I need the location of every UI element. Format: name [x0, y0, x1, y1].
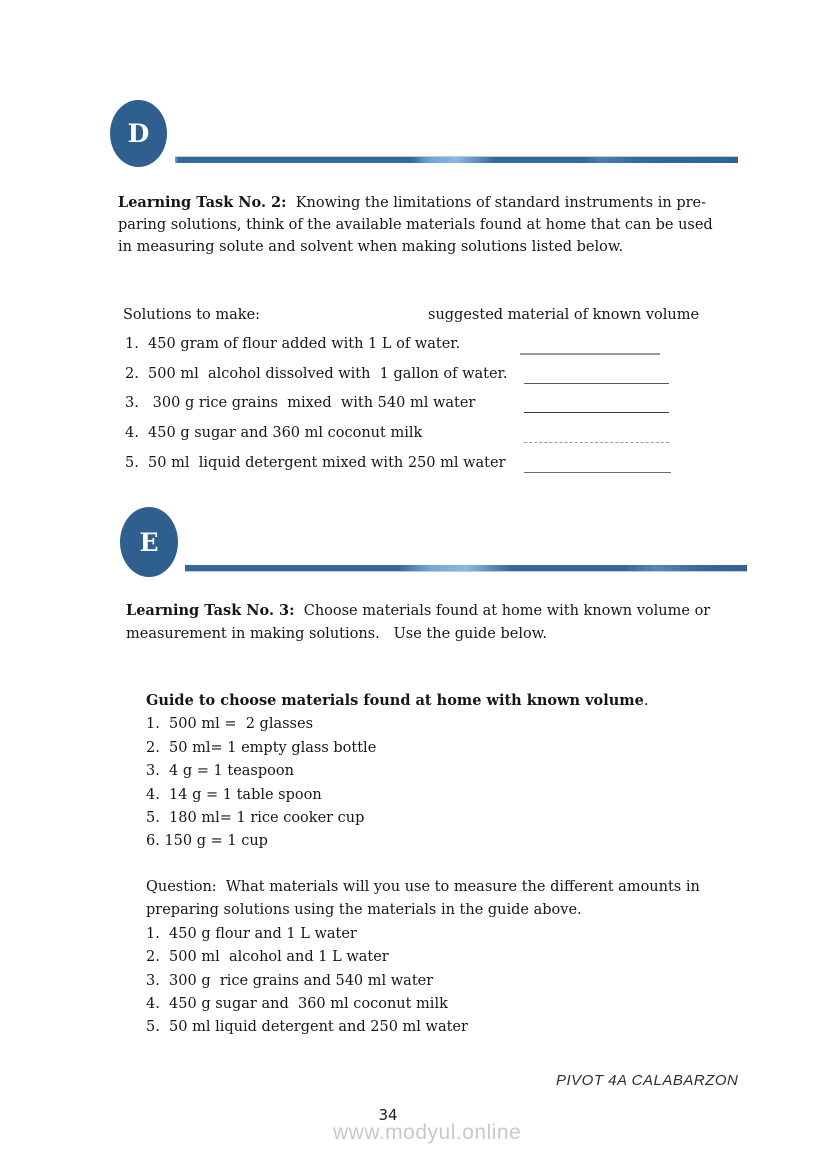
- guide-item-2: 2. 50 ml= 1 empty glass bottle: [146, 739, 377, 756]
- learning-task-3-paragraph: [126, 600, 710, 645]
- question-line-1: Question: What materials will you use to measure the different amounts in: [146, 879, 700, 895]
- guide-heading-period: .: [643, 693, 649, 709]
- solutions-header-right: suggested material of known volume: [428, 307, 700, 323]
- section-e-divider: [185, 565, 747, 571]
- solutions-header-left: Solutions to make:: [123, 307, 261, 323]
- solutions-list: [125, 336, 508, 484]
- section-d-letter: D: [127, 119, 150, 148]
- guide-item-4: 4. 14 g = 1 table spoon: [146, 786, 322, 803]
- answer-blank-5: [524, 471, 671, 473]
- task2-title: Learning Task No. 2:: [118, 194, 287, 211]
- task3-line-1: [126, 600, 710, 623]
- answer-blank-3: [524, 411, 669, 413]
- solutions-item-2-text: 2. 500 ml alcohol dissolved with 1 gallon of water.: [125, 365, 508, 382]
- solutions-item-4: [125, 425, 508, 455]
- page-number: 34: [378, 1106, 398, 1124]
- solutions-item-3: [125, 395, 508, 425]
- solutions-item-4-text: 4. 450 g sugar and 360 ml coconut milk: [125, 425, 423, 442]
- task3-line-2: measurement in making solutions. Use the guide below.: [126, 625, 548, 642]
- task3-title: Learning Task No. 3:: [126, 602, 295, 619]
- answer-blank-1: [520, 352, 660, 355]
- question-item-3: 3. 300 g rice grains and 540 ml water: [146, 972, 434, 989]
- solutions-item-1-text: 1. 450 gram of flour added with 1 L of water.: [125, 336, 461, 352]
- guide-heading: [146, 689, 648, 713]
- task2-line-3: in measuring solute and solvent when making solutions listed below.: [118, 239, 624, 255]
- solutions-item-5: [125, 455, 508, 485]
- learning-task-2-paragraph: [118, 192, 713, 258]
- guide-item-5: 5. 180 ml= 1 rice cooker cup: [146, 810, 365, 827]
- question-item-1: 1. 450 g flour and 1 L water: [146, 925, 357, 942]
- question-line-2: preparing solutions using the materials in the guide above.: [146, 902, 582, 919]
- answer-blank-2: [524, 382, 669, 384]
- guide-item-1: 1. 500 ml = 2 glasses: [146, 716, 314, 733]
- solutions-item-2: [125, 366, 508, 396]
- solutions-item-1: [125, 336, 508, 366]
- question-item-4: 4. 450 g sugar and 360 ml coconut milk: [146, 996, 448, 1013]
- section-e-badge: [120, 507, 178, 577]
- question-block: [146, 876, 700, 1040]
- solutions-item-5-text: 5. 50 ml liquid detergent mixed with 250 ml water: [125, 454, 506, 471]
- guide-item-3: 3. 4 g = 1 teaspoon: [146, 763, 294, 780]
- task2-line-2: paring solutions, think of the available materials found at home that can be used: [118, 217, 713, 233]
- section-d-divider: [175, 157, 738, 163]
- guide-item-6: 6. 150 g = 1 cup: [146, 833, 268, 850]
- question-item-2: 2. 500 ml alcohol and 1 L water: [146, 949, 389, 966]
- section-d-badge: [110, 100, 167, 167]
- answer-blank-4: [524, 441, 669, 443]
- task2-line-1: [118, 192, 713, 214]
- task3-line-1-text: Choose materials found at home with known volume or: [294, 603, 711, 619]
- question-item-5: 5. 50 ml liquid detergent and 250 ml water: [146, 1019, 468, 1036]
- guide-block: [146, 689, 648, 854]
- solutions-item-3-text: 3. 300 g rice grains mixed with 540 ml water: [125, 395, 476, 412]
- watermark: www.modyul.online: [333, 1121, 522, 1144]
- section-e-letter: E: [139, 527, 159, 557]
- footer-brand: PIVOT 4A CALABARZON: [556, 1072, 739, 1089]
- guide-heading-bold: Guide to choose materials found at home with known volume: [146, 692, 644, 709]
- task2-line-1-text: Knowing the limitations of standard instruments in pre-: [286, 195, 707, 211]
